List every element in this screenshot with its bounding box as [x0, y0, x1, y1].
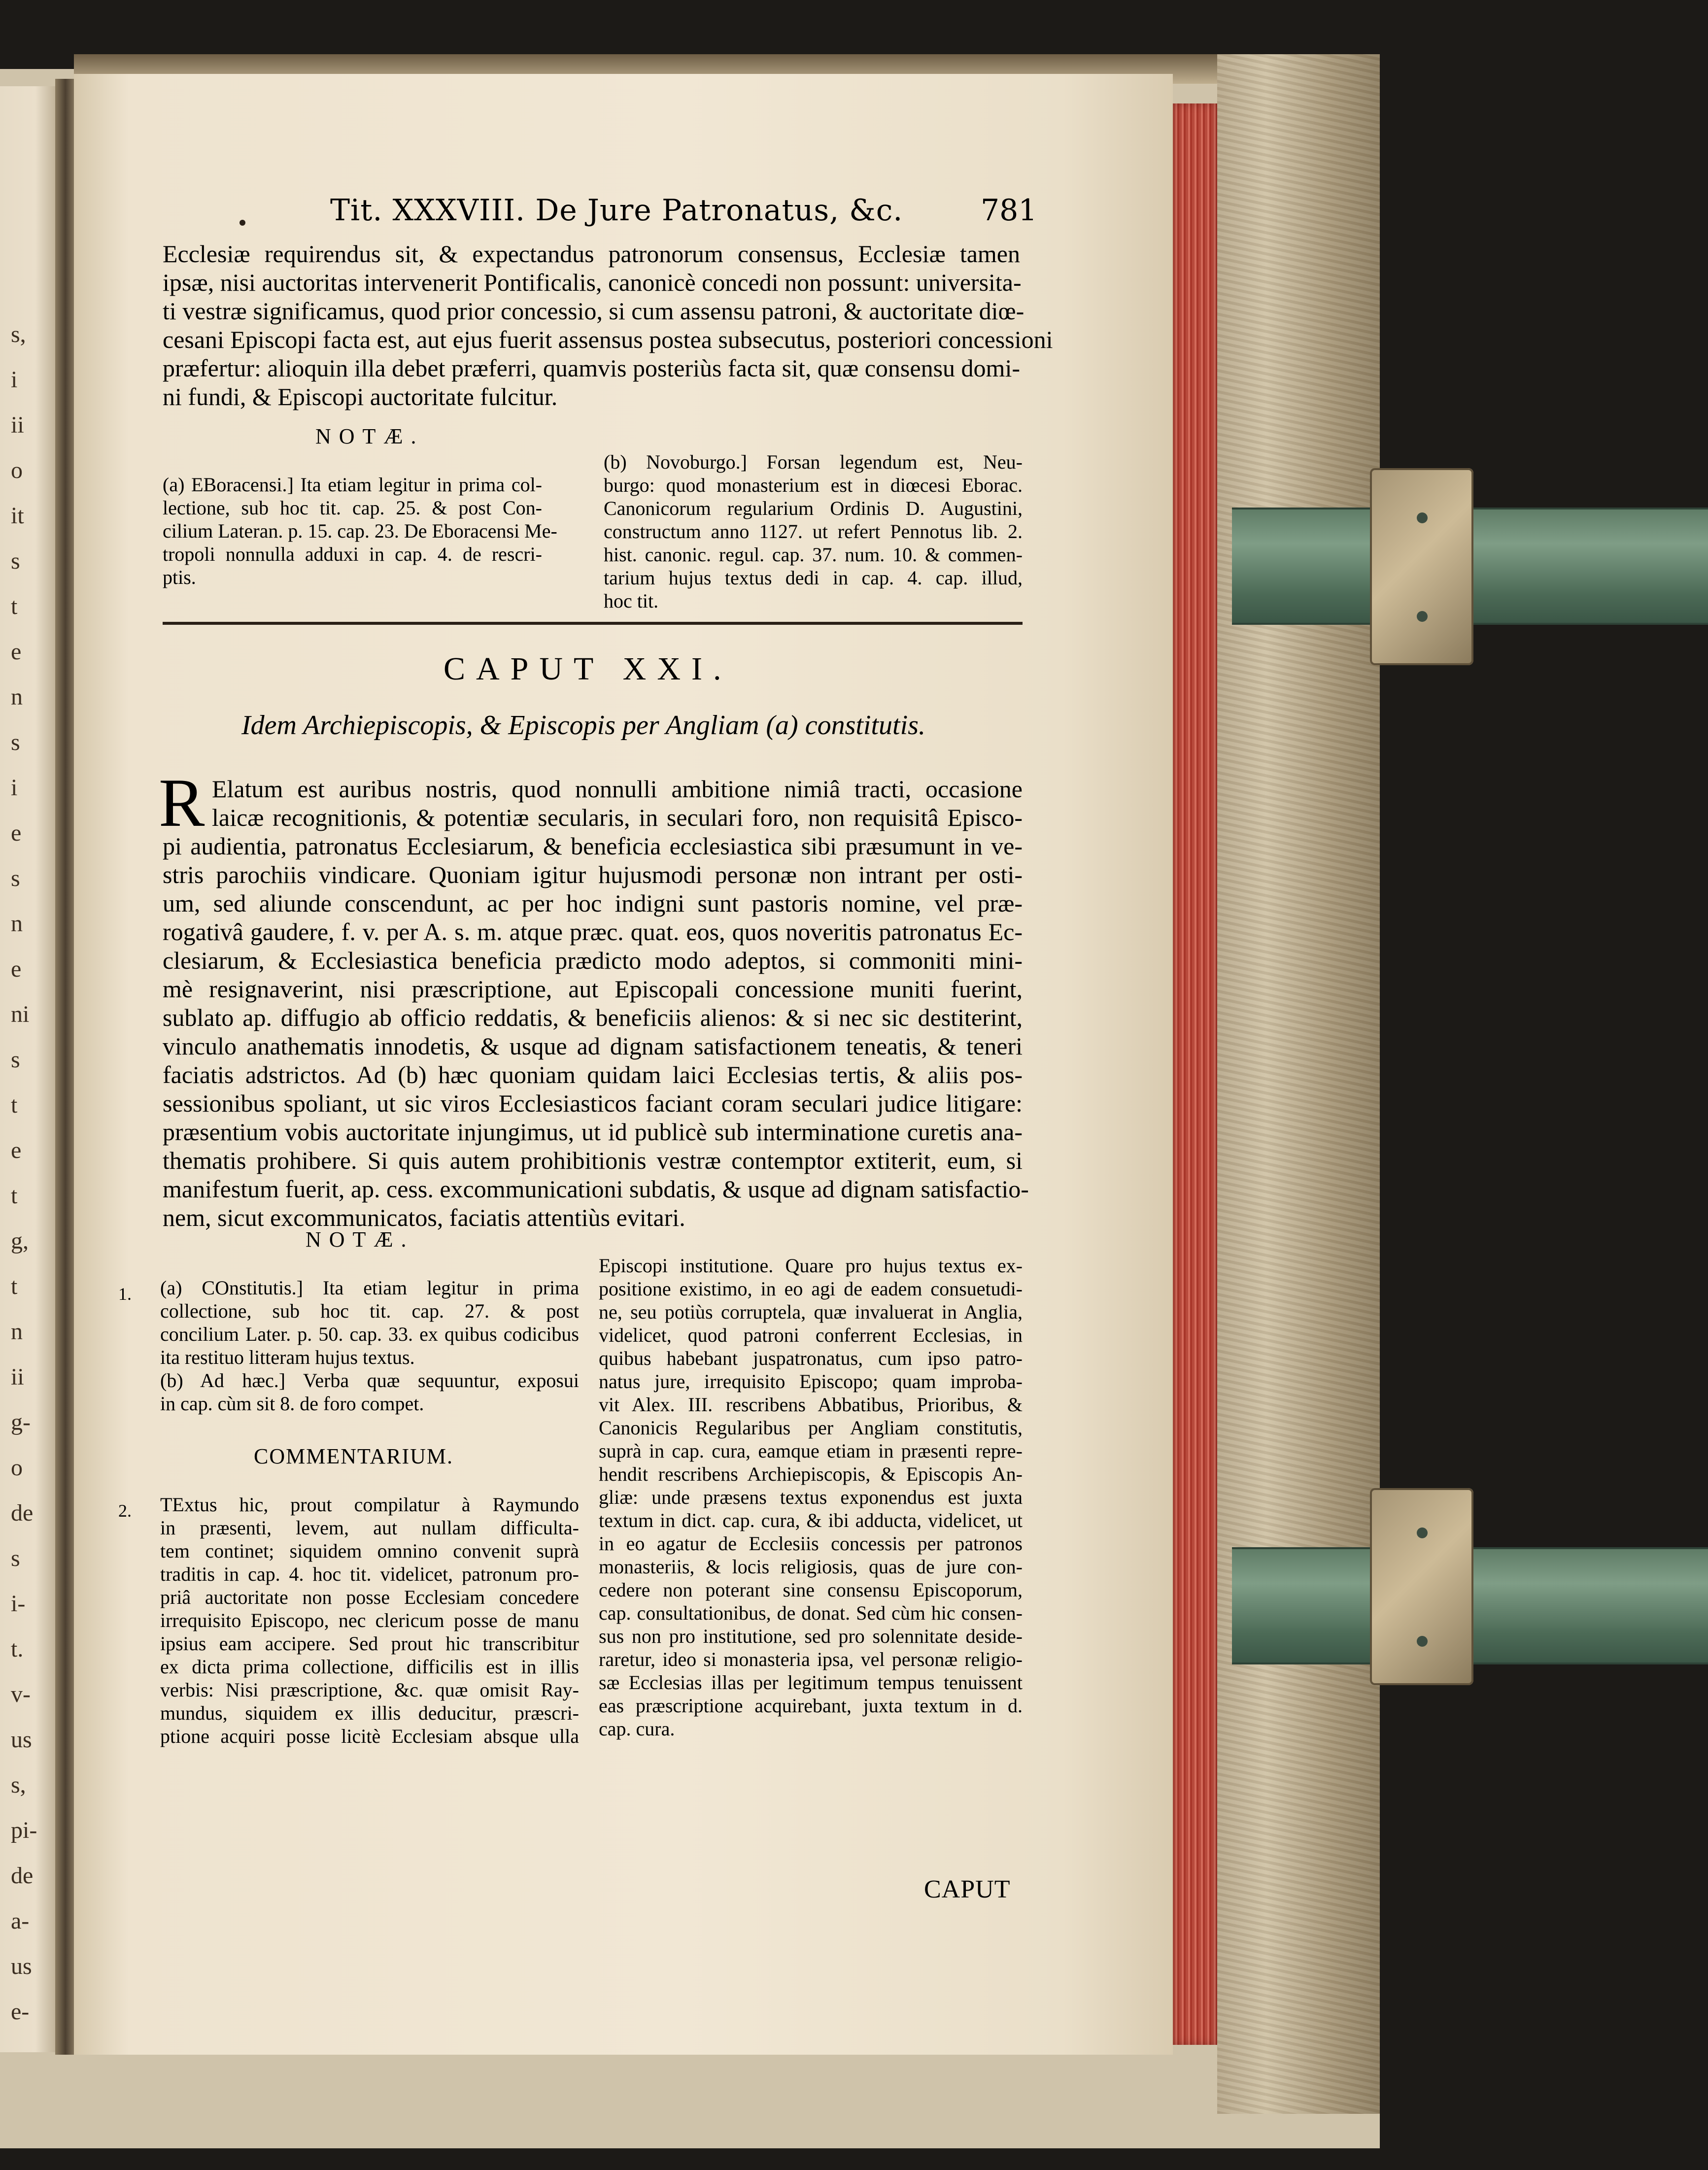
- left-page-fragment: o: [11, 457, 23, 483]
- commentary-line: suprà in cap. cura, eamque etiam in præsenti repre-: [599, 1440, 1023, 1462]
- margin-note-number: 2.: [118, 1501, 132, 1521]
- text-line: laicæ recognitionis, & potentiæ secularis, in seculari foro, non requisitâ Episco-: [212, 804, 1023, 831]
- note-line: ita restituo litteram hujus textus.: [160, 1346, 415, 1368]
- commentary-line: cedere non poterant sine consensu Episcoporum,: [599, 1579, 1023, 1601]
- left-page-fragment: n: [11, 1319, 23, 1345]
- commentary-line: ipsius eam accipere. Sed prout hic transcribitur: [160, 1632, 579, 1655]
- left-page-fragment: s,: [11, 1772, 26, 1798]
- commentary-line: quibus habebant juspatronatus, cum ipso patro-: [599, 1347, 1023, 1369]
- commentary-line: ex dicta prima collectione, difficilis est in illis: [160, 1656, 579, 1678]
- left-page-fragment: i: [11, 367, 18, 393]
- commentary-line: ne, seu potiùs corruptela, quæ invaluerat in Anglia,: [599, 1301, 1023, 1323]
- back-cover-board: [1217, 54, 1380, 2114]
- commentary-line: eas præscriptione acquirebant, juxta textum in d.: [599, 1695, 1023, 1717]
- left-page-fragment: ii: [11, 1364, 24, 1390]
- section-divider-rule: [163, 622, 1023, 625]
- left-page-fragment: s: [11, 865, 20, 891]
- commentary-line: raretur, ideo si monasteria ipsa, vel personæ religio-: [599, 1648, 1023, 1670]
- text-line: manifestum fuerit, ap. cess. excommunicationi subdatis, & usque ad dignam satisfactio-: [163, 1175, 1029, 1203]
- note-line: (a) COnstitutis.] Ita etiam legitur in prima: [160, 1277, 579, 1299]
- commentary-line: monasteriis, & locis religiosis, quas de jure con-: [599, 1556, 1023, 1578]
- note-line: hist. canonic. regul. cap. 37. num. 10. & commen-: [604, 543, 1023, 566]
- text-line: cesani Episcopi facta est, aut ejus fuerit assensus postea subsecutus, posteriori concessioni: [163, 326, 1053, 353]
- left-page-fragment: de: [11, 1500, 34, 1526]
- left-page-fragment: n: [11, 684, 23, 710]
- commentary-line: positione existimo, in eo agi de eadem consuetudi-: [599, 1278, 1023, 1300]
- text-line: Ecclesiæ requirendus sit, & expectandus patronorum consensus, Ecclesiæ tamen: [163, 240, 1020, 268]
- left-page-fragment: de: [11, 1863, 34, 1889]
- commentary-line: sæ Ecclesias illas per legitimum tempus tenuissent: [599, 1671, 1023, 1694]
- running-header-title: Tit. XXXVIII. De Jure Patronatus, &c.: [330, 193, 903, 228]
- commentary-line: traditis in cap. 4. hoc tit. videlicet, patronum pro-: [160, 1563, 579, 1585]
- commentary-line: TExtus hic, prout compilatur à Raymundo: [160, 1493, 579, 1516]
- note-line: in cap. cùm sit 8. de foro compet.: [160, 1392, 424, 1415]
- text-line: pi audientia, patronatus Ecclesiarum, & beneficia ecclesiastica sibi præsumunt in ve-: [163, 832, 1023, 860]
- commentary-line: hendit rescribens Archiepiscopis, & Episcopis An-: [599, 1463, 1023, 1485]
- left-page-fragment: s: [11, 548, 20, 574]
- left-page-fragment: us: [11, 1953, 32, 1979]
- note-line: (b) Novoburgo.] Forsan legendum est, Neu-: [604, 451, 1023, 473]
- page-number: 781: [981, 193, 1037, 228]
- text-line: vinculo anathematis innodetis, & usque ad dignam satisfactionem teneatis, & teneri: [163, 1032, 1023, 1060]
- red-fore-edge: [1173, 103, 1217, 2045]
- catchword: CAPUT: [924, 1875, 1011, 1903]
- commentary-line: tem continet; siquidem omnino convenit suprà: [160, 1540, 579, 1562]
- text-line: sessionibus spoliant, ut sic viros Ecclesiasticos faciant coram seculari judice litigare:: [163, 1089, 1023, 1117]
- note-line: lectione, sub hoc tit. cap. 25. & post Con-: [163, 497, 542, 519]
- notae-2-left-column: [160, 1276, 579, 1415]
- text-line: clesiarum, & Ecclesiastica beneficia prædicto modo adeptos, si commoniti mini-: [163, 947, 1023, 974]
- text-line: præsentium vobis auctoritate injungimus, ut id publicè sub interminatione curetis ana-: [163, 1118, 1023, 1146]
- text-line: Elatum est auribus nostris, quod nonnulli ambitione nimiâ tracti, occasione: [212, 775, 1023, 803]
- commentary-line: mundus, siquidem ex illis deducitur, præscri-: [160, 1702, 579, 1724]
- left-page-fragment: e: [11, 820, 22, 846]
- text-line: rogativâ gaudere, f. v. per A. s. m. atque præc. quat. eos, quos noveritis patronatus Ec-: [163, 918, 1023, 946]
- commentary-line: ptione acquiri posse licitè Ecclesiam absque ulla: [160, 1725, 579, 1747]
- commentary-line: irrequisito Episcopo, nec clericum posse de manu: [160, 1609, 579, 1631]
- commentarium-right-column: [599, 1254, 1023, 1740]
- commentary-line: cap. cura.: [599, 1718, 675, 1740]
- text-line: thematis prohibere. Si quis autem prohibitionis vestræ contemptor extiterit, eum, si: [163, 1147, 1023, 1174]
- left-page-fragment: s: [11, 729, 20, 755]
- left-page-fragment: s: [11, 1545, 20, 1571]
- note-line: (a) EBoracensi.] Ita etiam legitur in prima col-: [163, 474, 542, 496]
- note-line: concilium Later. p. 50. cap. 33. ex quibus codicibus: [160, 1323, 579, 1345]
- commentary-line: Canonicis Regularibus per Angliam constitutis,: [599, 1417, 1023, 1439]
- text-line: nem, sicut excommunicatos, faciatis attentiùs evitari.: [163, 1204, 685, 1231]
- left-page-fragment: i-: [11, 1591, 26, 1617]
- note-line: (b) Ad hæc.] Verba quæ sequuntur, exposui: [160, 1369, 579, 1391]
- commentary-line: in præsenti, levem, aut nullam difficulta-: [160, 1517, 579, 1539]
- commentary-line: textum in dict. cap. cura, & ibi adducta, videlicet, ut: [599, 1509, 1023, 1531]
- commentary-line: in eo agatur de Ecclesiis concessis per patronos: [599, 1532, 1023, 1555]
- left-page-fragment: o: [11, 1455, 23, 1481]
- top-paragraph: [163, 239, 1053, 411]
- upper-clasp-catch: [1370, 468, 1473, 665]
- note-line: burgo: quod monasterium est in diœcesi Eborac.: [604, 474, 1023, 496]
- left-page: [0, 86, 59, 2052]
- left-page-fragment: t: [11, 1183, 18, 1209]
- text-line: mè resignaverint, nisi præscriptione, aut Episcopali concessione muniti fuerint,: [163, 975, 1023, 1003]
- text-line: stris parochiis vindicare. Quoniam igitur hujusmodi personæ non intrant per osti-: [163, 861, 1023, 888]
- left-page-fragment: t: [11, 1273, 18, 1299]
- left-page-fragment: e: [11, 956, 22, 982]
- commentary-line: cap. consultationibus, de donat. Sed cùm hic consen-: [599, 1602, 1023, 1624]
- chapter-title: CAPUT XXI.: [444, 651, 732, 687]
- left-page-fragment: ni: [11, 1001, 30, 1027]
- text-line: um, sed aliunde conscendunt, ac per hoc indigni sunt pastoris nomine, vel præ-: [163, 889, 1023, 917]
- left-page-fragment: t.: [11, 1636, 24, 1662]
- commentary-line: priâ auctoritate non posse Ecclesiam concedere: [160, 1586, 579, 1608]
- note-line: collectione, sub hoc tit. cap. 27. & post: [160, 1300, 579, 1322]
- left-page-fragment: t: [11, 593, 18, 619]
- chapter-subtitle: Idem Archiepiscopis, & Episcopis per Angliam (a) constitutis.: [241, 710, 925, 741]
- commentarium-heading: COMMENTARIUM.: [254, 1444, 454, 1468]
- commentary-line: Episcopi institutione. Quare pro hujus textus ex-: [599, 1255, 1023, 1277]
- left-page-fragment: t: [11, 1092, 18, 1118]
- left-page-fragment: e-: [11, 1999, 30, 2025]
- drop-cap: R: [159, 765, 205, 841]
- note-line: ptis.: [163, 566, 196, 588]
- notae-1-left-column: [163, 473, 557, 589]
- note-line: tropoli nonnulla adduxi in cap. 4. de rescri-: [163, 543, 542, 565]
- commentary-line: videlicet, quod patroni conferrent Ecclesias, in: [599, 1324, 1023, 1346]
- text-line: ni fundi, & Episcopi auctoritate fulcitur.: [163, 383, 558, 410]
- note-line: hoc tit.: [604, 590, 659, 612]
- text-line: sublato ap. diffugio ab officio reddatis, & beneficiis alienos: & si nec sic destiterint,: [163, 1004, 1023, 1031]
- commentarium-left-column: [160, 1493, 579, 1748]
- notae-heading: NOTÆ.: [306, 1227, 414, 1252]
- left-page-fragment: i: [11, 775, 18, 801]
- commentary-line: natus jure, irrequisito Episcopo; quam improba-: [599, 1370, 1023, 1392]
- main-paragraph-first-lines: [212, 775, 1023, 832]
- text-line: ipsæ, nisi auctoritas intervenerit Pontificalis, canonicè concedi non possunt: universita-: [163, 269, 1022, 296]
- left-page-fragment: g,: [11, 1228, 29, 1254]
- notae-1-right-column: [604, 450, 1023, 612]
- left-page-fragment: pi-: [11, 1817, 37, 1843]
- left-page-fragment: e: [11, 639, 22, 665]
- text-line: faciatis adstrictos. Ad (b) hæc quoniam quidam laici Ecclesias tertis, & aliis pos-: [163, 1061, 1023, 1088]
- left-page-fragment: us: [11, 1727, 32, 1753]
- left-page-fragment: it: [11, 503, 24, 529]
- left-page-fragment: s,: [11, 321, 26, 347]
- left-page-fragment: v-: [11, 1681, 31, 1707]
- text-line: ti vestræ significamus, quod prior concessio, si cum assensu patroni, & auctoritate diœ-: [163, 297, 1025, 325]
- margin-note-number: 1.: [118, 1284, 132, 1304]
- left-page-fragment: e: [11, 1137, 22, 1163]
- notae-heading: NOTÆ.: [315, 424, 424, 448]
- main-paragraph: [163, 832, 1029, 1232]
- left-page-fragment: a-: [11, 1908, 30, 1934]
- note-line: tarium hujus textus dedi in cap. 4. cap. illud,: [604, 567, 1023, 589]
- left-page-fragment: ii: [11, 412, 24, 438]
- note-line: Canonicorum regularium Ordinis D. Augustini,: [604, 497, 1023, 519]
- note-line: constructum anno 1127. ut refert Pennotus lib. 2.: [604, 520, 1023, 542]
- left-page-fragment: g-: [11, 1409, 31, 1435]
- commentary-line: vit Alex. III. rescribens Abbatibus, Prioribus, &: [599, 1393, 1023, 1416]
- left-page-fragment: s: [11, 1047, 20, 1073]
- commentary-line: sus non pro institutione, sed pro solennitate deside-: [599, 1625, 1023, 1647]
- commentary-line: gliæ: unde præsens textus exponendus est juxta: [599, 1486, 1023, 1508]
- lower-clasp-catch: [1370, 1488, 1473, 1685]
- text-line: præfertur: alioquin illa debet præferri, quamvis posteriùs facta sit, quæ consensu domi-: [163, 354, 1020, 382]
- commentary-line: verbis: Nisi præscriptione, &c. quæ omisit Ray-: [160, 1679, 579, 1701]
- left-page-fragment: n: [11, 911, 23, 937]
- header-ornament-dot: [239, 220, 245, 226]
- note-line: cilium Lateran. p. 15. cap. 23. De Eboracensi Me-: [163, 520, 557, 542]
